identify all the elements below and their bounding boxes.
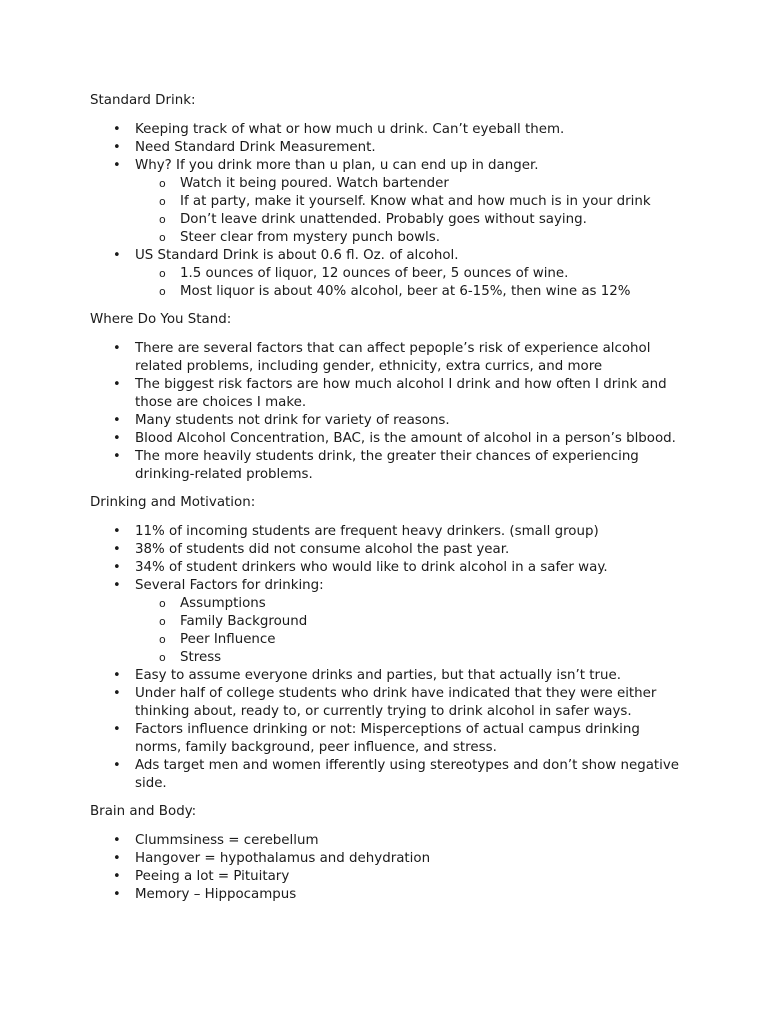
sub-list-item-text: 1.5 ounces of liquor, 12 ounces of beer, 5 ounces of wine. [180,266,569,281]
hollow-bullet-icon: o [159,195,166,208]
hollow-bullet-icon: o [159,633,166,646]
list-item-text: Under half of college students who drink have indicated that they were either thinking about, ready to, or currently trying to drink alcohol in safer ways. [135,686,657,719]
sub-bullet-list [135,265,690,301]
bullet-icon: • [113,887,121,902]
sub-bullet-list [135,595,690,667]
bullet-icon: • [113,431,121,446]
bullet-list [90,832,690,904]
sub-list-item [135,595,690,613]
list-item-text: Keeping track of what or how much u drink. Can’t eyeball them. [135,122,565,137]
list-item-text: The more heavily students drink, the greater their chances of experiencing drinking-related problems. [135,449,639,482]
list-item-text: Memory – Hippocampus [135,887,297,902]
sub-list-item [135,631,690,649]
bullet-icon: • [113,542,121,557]
bullet-icon: • [113,560,121,575]
section-heading: Standard Drink: [90,93,196,108]
list-item-text: Blood Alcohol Concentration, BAC, is the amount of alcohol in a person’s blbood. [135,431,676,446]
sub-list-item [135,229,690,247]
sub-list-item-text: Most liquor is about 40% alcohol, beer at 6-15%, then wine as 12% [180,284,631,299]
list-item [90,559,690,577]
sub-list-item-text: If at party, make it yourself. Know what and how much is in your drink [180,194,651,209]
list-item [90,448,690,484]
sub-list-item [135,613,690,631]
list-item-text: Clummsiness = cerebellum [135,833,319,848]
list-item [90,850,690,868]
list-item [90,886,690,904]
section-heading: Brain and Body: [90,804,197,819]
hollow-bullet-icon: o [159,231,166,244]
list-item [90,340,690,376]
sub-list-item [135,175,690,193]
bullet-icon: • [113,524,121,539]
list-item-text: The biggest risk factors are how much alcohol I drink and how often I drink and those are choices I make. [135,377,667,410]
hollow-bullet-icon: o [159,285,166,298]
bullet-icon: • [113,833,121,848]
list-item-text: Need Standard Drink Measurement. [135,140,376,155]
bullet-icon: • [113,248,121,263]
bullet-icon: • [113,722,121,737]
list-item [90,523,690,541]
sub-list-item [135,211,690,229]
list-item-text: Why? If you drink more than u plan, u can end up in danger. [135,158,539,173]
sub-list-item-text: Steer clear from mystery punch bowls. [180,230,440,245]
bullet-list [90,523,690,793]
list-item-text: Ads target men and women ifferently using stereotypes and don’t show negative side. [135,758,680,791]
list-item-text: Easy to assume everyone drinks and parties, but that actually isn’t true. [135,668,622,683]
list-item [90,577,690,667]
list-item-text: Factors influence drinking or not: Misperceptions of actual campus drinking norms, family background, peer influence, and stress. [135,722,640,755]
sub-list-item-text: Don’t leave drink unattended. Probably goes without saying. [180,212,587,227]
list-item [90,868,690,886]
sub-list-item-text: Watch it being poured. Watch bartender [180,176,449,191]
bullet-icon: • [113,377,121,392]
bullet-icon: • [113,122,121,137]
bullet-icon: • [113,851,121,866]
bullet-icon: • [113,449,121,464]
section-heading: Drinking and Motivation: [90,495,256,510]
document-page [90,92,690,914]
bullet-icon: • [113,413,121,428]
list-item-text: Peeing a lot = Pituitary [135,869,290,884]
list-item [90,121,690,139]
sub-bullet-list [135,175,690,247]
sub-list-item [135,265,690,283]
sub-list-item [135,283,690,301]
list-item [90,685,690,721]
sub-list-item [135,649,690,667]
list-item [90,832,690,850]
list-item-text: 34% of student drinkers who would like to drink alcohol in a safer way. [135,560,608,575]
hollow-bullet-icon: o [159,615,166,628]
bullet-icon: • [113,140,121,155]
list-item-text: Many students not drink for variety of reasons. [135,413,450,428]
sub-list-item [135,193,690,211]
hollow-bullet-icon: o [159,597,166,610]
bullet-icon: • [113,668,121,683]
bullet-icon: • [113,686,121,701]
list-item-text: Several Factors for drinking: [135,578,324,593]
bullet-icon: • [113,341,121,356]
list-item [90,247,690,301]
list-item-text: There are several factors that can affect pepople’s risk of experience alcohol related problems, including gender, ethnicity, extra currics, and more [135,341,651,374]
bullet-icon: • [113,869,121,884]
list-item [90,721,690,757]
hollow-bullet-icon: o [159,267,166,280]
list-item [90,412,690,430]
list-item [90,157,690,247]
sub-list-item-text: Peer Influence [180,632,276,647]
bullet-icon: • [113,758,121,773]
list-item [90,139,690,157]
list-item-text: US Standard Drink is about 0.6 fl. Oz. of alcohol. [135,248,459,263]
sub-list-item-text: Family Background [180,614,308,629]
sub-list-item-text: Stress [180,650,222,665]
list-item [90,376,690,412]
list-item-text: Hangover = hypothalamus and dehydration [135,851,431,866]
list-item [90,757,690,793]
list-item-text: 38% of students did not consume alcohol the past year. [135,542,510,557]
list-item [90,667,690,685]
hollow-bullet-icon: o [159,213,166,226]
list-item [90,541,690,559]
sub-list-item-text: Assumptions [180,596,266,611]
bullet-list [90,340,690,484]
list-item [90,430,690,448]
hollow-bullet-icon: o [159,177,166,190]
section-heading: Where Do You Stand: [90,312,232,327]
hollow-bullet-icon: o [159,651,166,664]
list-item-text: 11% of incoming students are frequent heavy drinkers. (small group) [135,524,599,539]
bullet-icon: • [113,158,121,173]
bullet-list [90,121,690,301]
bullet-icon: • [113,578,121,593]
